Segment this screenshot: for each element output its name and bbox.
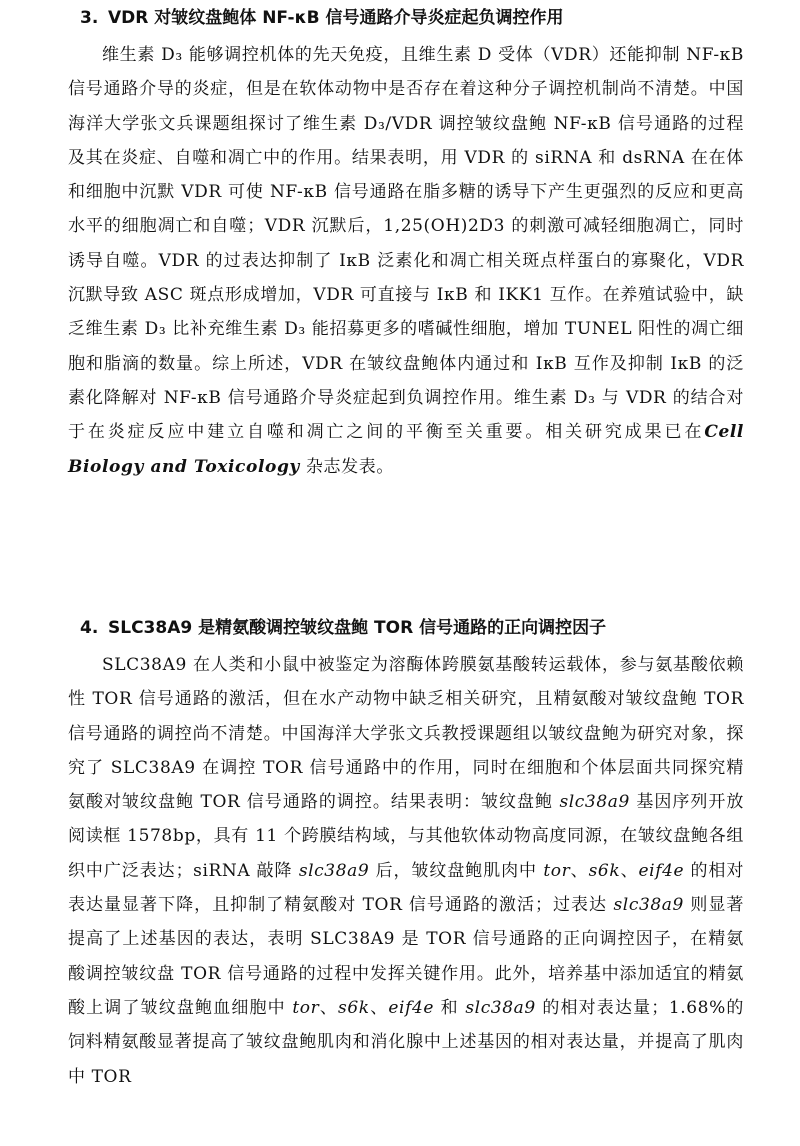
section-4-body-5: 则显著提高了上述基因的表达，表明 SLC38A9 是 TOR 信号通路的正向调控因子，在精氨酸调控皱纹盘 TOR 信号通路的过程中发挥关键作用。此外，培养基中添加适宜的精氨酸上调了皱纹盘鲍血细胞中 <box>68 895 744 1018</box>
separator: 、 <box>369 997 389 1018</box>
section-3-heading <box>80 6 564 30</box>
separator: 、 <box>570 860 589 881</box>
section-3-number: 3. <box>80 8 99 28</box>
gene-s6k: s6k <box>338 997 370 1018</box>
section-4-body-2: 基因序列开放阅读框 1578bp，具有 11 个跨膜结构域，与其他软体动物高度同源，在皱纹盘鲍各组织中广泛表达；siRNA 敲降 <box>68 792 744 881</box>
section-4-number: 4. <box>80 618 99 638</box>
section-4-body-4: 的相对表达量显著下降，且抑制了精氨酸对 TOR 信号通路的激活；过表达 <box>68 860 744 916</box>
separator: 、 <box>620 860 639 881</box>
gene-eif4e: eif4e <box>388 997 435 1018</box>
section-3-paragraph <box>68 38 744 484</box>
section-4-body-1: SLC38A9 在人类和小鼠中被鉴定为溶酶体跨膜氨基酸转运载体，参与氨基酸依赖性 TOR 信号通路的激活，但在水产动物中缺乏相关研究，且精氨酸对皱纹盘鲍 TOR 信号通路的调控尚不清楚。中国海洋大学张文兵教授课题组以皱纹盘鲍为研究对象，探究了 SLC38A9 在调控 TOR 信号通路中的作用，同时在细胞和个体层面共同探究精氨酸对皱纹盘鲍 TOR 信号通路的调控。结果表明：皱纹盘鲍 <box>68 655 744 813</box>
gene-slc38a9: slc38a9 <box>298 860 370 881</box>
separator: 、 <box>319 997 339 1018</box>
journal-name: Cell Biology and Toxicology <box>68 422 744 477</box>
gene-eif4e: eif4e <box>638 860 685 881</box>
section-3-body-end: 杂志发表。 <box>299 456 394 477</box>
gene-slc38a9: slc38a9 <box>465 997 536 1018</box>
section-4-title: SLC38A9 是精氨酸调控皱纹盘鲍 TOR 信号通路的正向调控因子 <box>108 618 607 638</box>
section-4-body-3: 后，皱纹盘鲍肌肉中 <box>369 860 544 881</box>
section-4-body-6: 和 <box>434 997 466 1018</box>
gene-slc38a9: slc38a9 <box>613 895 684 916</box>
gene-tor: tor <box>543 860 571 881</box>
section-3-title: VDR 对皱纹盘鲍体 NF-κB 信号通路介导炎症起负调控作用 <box>108 8 564 28</box>
section-4-heading <box>80 616 606 640</box>
section-4-paragraph <box>68 648 744 1094</box>
section-4-body-7: 的相对表达量；1.68%的饲料精氨酸显著提高了皱纹盘鲍肌肉和消化腺中上述基因的相对表达量，并提高了肌肉中 TOR <box>68 997 744 1087</box>
section-3-body: 维生素 D₃ 能够调控机体的先天免疫，且维生素 D 受体（VDR）还能抑制 NF-κB 信号通路介导的炎症，但是在软体动物中是否存在着这种分子调控机制尚不清楚。中国海洋大学张文兵课题组探讨了维生素 D₃/VDR 调控皱纹盘鲍 NF-κB 信号通路的过程及其在炎症、自噬和凋亡中的作用。结果表明，用 VDR 的 siRNA 和 dsRNA 在在体和细胞中沉默 VDR 可使 NF-κB 信号通路在脂多糖的诱导下产生更强烈的反应和更高水平的细胞凋亡和自噬；VDR 沉默后，1,25(OH)2D3 的刺激可减轻细胞凋亡，同时诱导自噬。VDR 的过表达抑制了 IκB 泛素化和凋亡相关斑点样蛋白的寡聚化，VDR 沉默导致 ASC 斑点形成增加，VDR 可直接与 IκB 和 IKK1 互作。在养殖试验中，缺乏维生素 D₃ 比补充维生素 D₃ 能招募更多的嗜碱性细胞，增加 TUNEL 阳性的凋亡细胞和脂滴的数量。综上所述，VDR 在皱纹盘鲍体内通过和 IκB 互作及抑制 IκB 的泛素化降解对 NF-κB 信号通路介导炎症起到负调控作用。维生素 D₃ 与 VDR 的结合对于在炎症反应中建立自噬和凋亡之间的平衡至关重要。相关研究成果已在 <box>68 45 744 443</box>
gene-s6k: s6k <box>588 860 621 881</box>
gene-tor: tor <box>292 997 320 1018</box>
gene-slc38a9: slc38a9 <box>559 792 630 813</box>
